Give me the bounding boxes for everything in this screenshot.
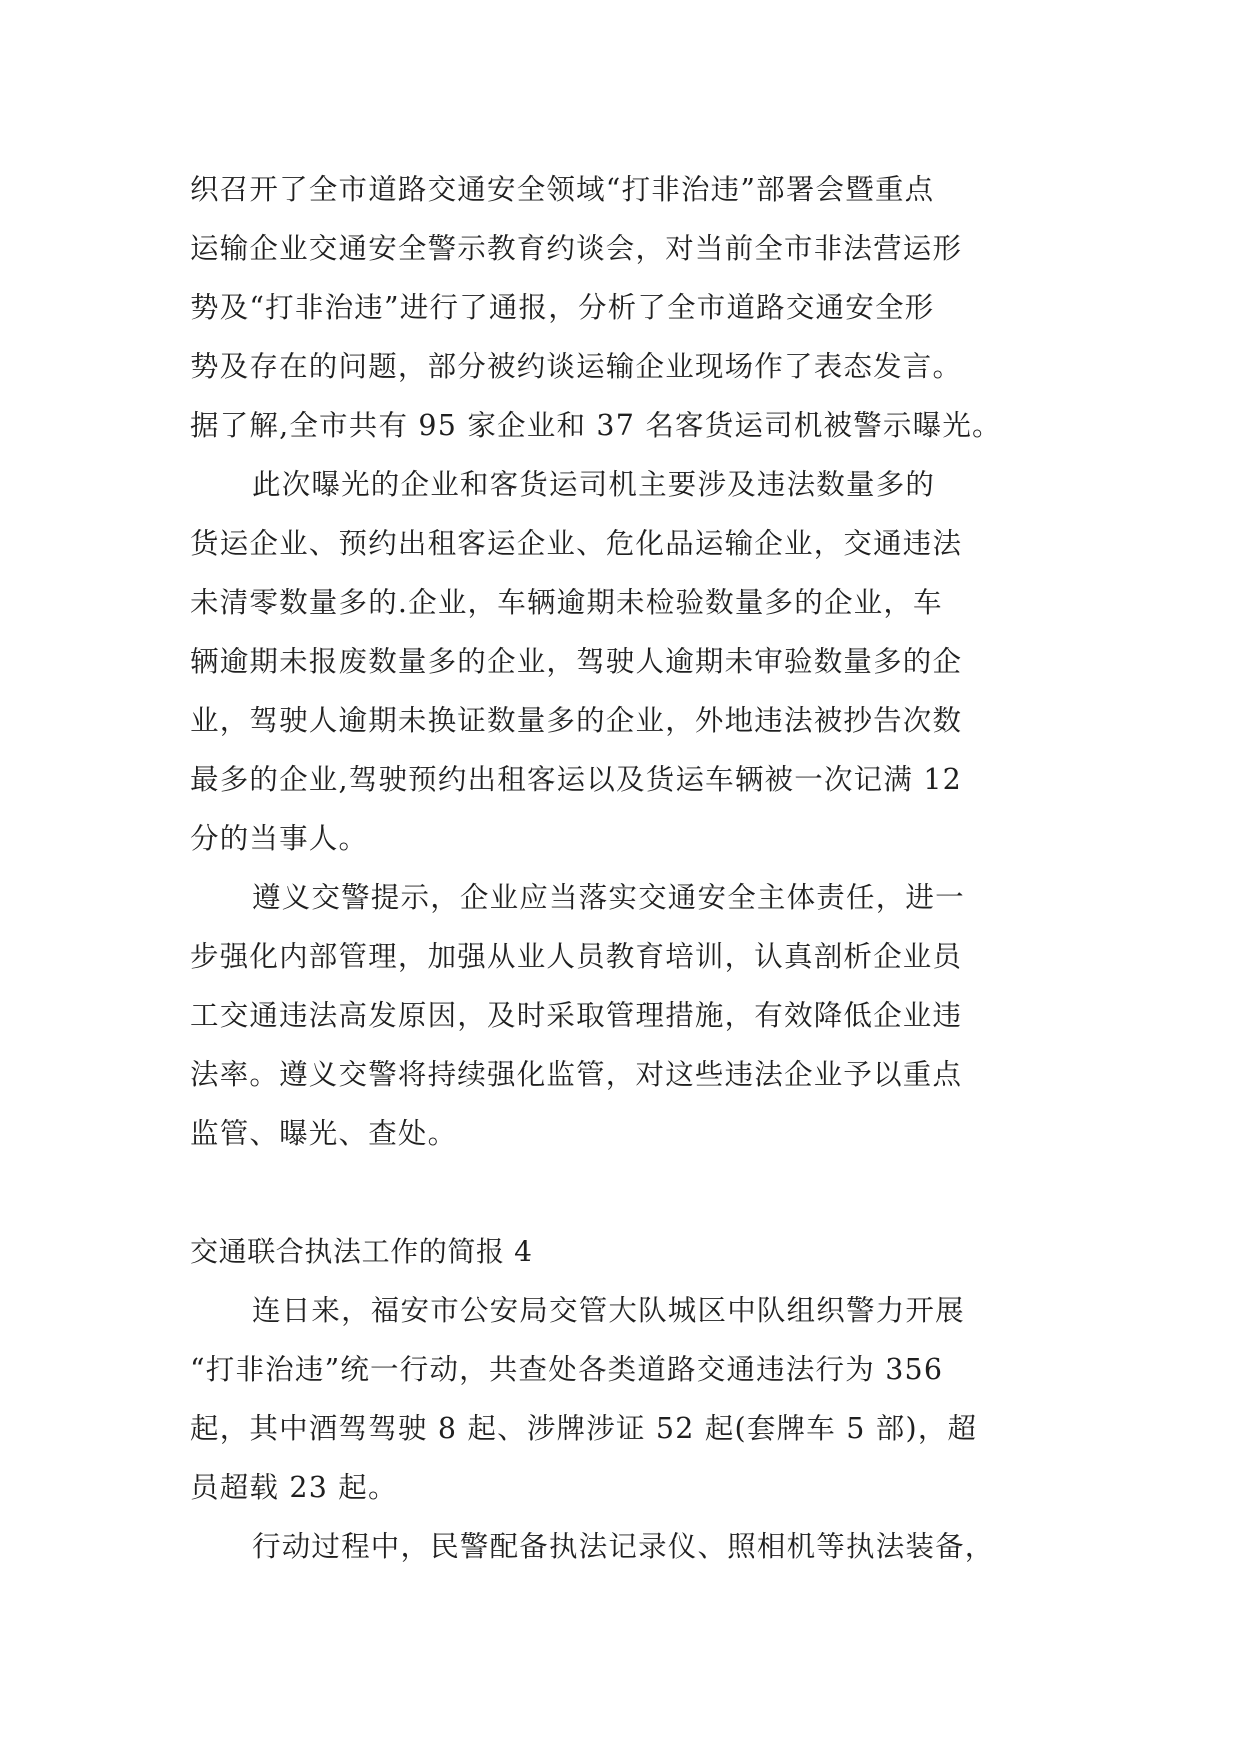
paragraph-line: 行动过程中，民警配备执法记录仪、照相机等执法装备， [252,1530,995,1563]
paragraph-line: “打非治违”统一行动，共查处各类道路交通违法行为 356 [190,1353,944,1386]
paragraph-line: 辆逾期未报废数量多的企业，驾驶人逾期未审验数量多的企 [190,645,963,678]
paragraph-line: 员超载 23 起。 [190,1471,398,1504]
paragraph-line: 分的当事人。 [190,822,369,855]
paragraph-1 [190,160,1055,455]
paragraph-line: 织召开了全市道路交通安全领域“打非治违”部署会暨重点 [190,173,935,206]
section-spacer [190,1163,1055,1222]
paragraph-4 [190,1281,1055,1517]
paragraph-line: 此次曝光的企业和客货运司机主要涉及违法数量多的 [252,468,936,501]
section-title: 交通联合执法工作的简报 4 [190,1235,533,1268]
paragraph-line: 最多的企业,驾驶预约出租客运以及货运车辆被一次记满 12 [190,763,962,796]
paragraph-line: 未清零数量多的.企业，车辆逾期未检验数量多的企业，车 [190,586,943,619]
paragraph-3 [190,868,1055,1163]
document-body [190,160,1055,1576]
paragraph-2 [190,455,1055,868]
paragraph-5 [190,1517,1055,1576]
paragraph-line: 势及存在的问题，部分被约谈运输企业现场作了表态发言。 [190,350,963,383]
paragraph-line: 据了解,全市共有 95 家企业和 37 名客货运司机被警示曝光。 [190,409,1002,442]
paragraph-line: 势及“打非治违”进行了通报，分析了全市道路交通安全形 [190,291,935,324]
paragraph-line: 起，其中酒驾驾驶 8 起、涉牌涉证 52 起(套牌车 5 部)，超 [190,1412,978,1445]
paragraph-line: 运输企业交通安全警示教育约谈会，对当前全市非法营运形 [190,232,963,265]
paragraph-line: 业，驾驶人逾期未换证数量多的企业，外地违法被抄告次数 [190,704,963,737]
paragraph-line: 货运企业、预约出租客运企业、危化品运输企业，交通违法 [190,527,963,560]
paragraph-line: 遵义交警提示，企业应当落实交通安全主体责任，进一 [252,881,965,914]
paragraph-line: 工交通违法高发原因，及时采取管理措施，有效降低企业违 [190,999,963,1032]
paragraph-line: 连日来，福安市公安局交管大队城区中队组织警力开展 [252,1294,965,1327]
paragraph-line: 步强化内部管理，加强从业人员教育培训，认真剖析企业员 [190,940,963,973]
paragraph-line: 监管、曝光、查处。 [190,1117,458,1150]
paragraph-line: 法率。遵义交警将持续强化监管，对这些违法企业予以重点 [190,1058,963,1091]
